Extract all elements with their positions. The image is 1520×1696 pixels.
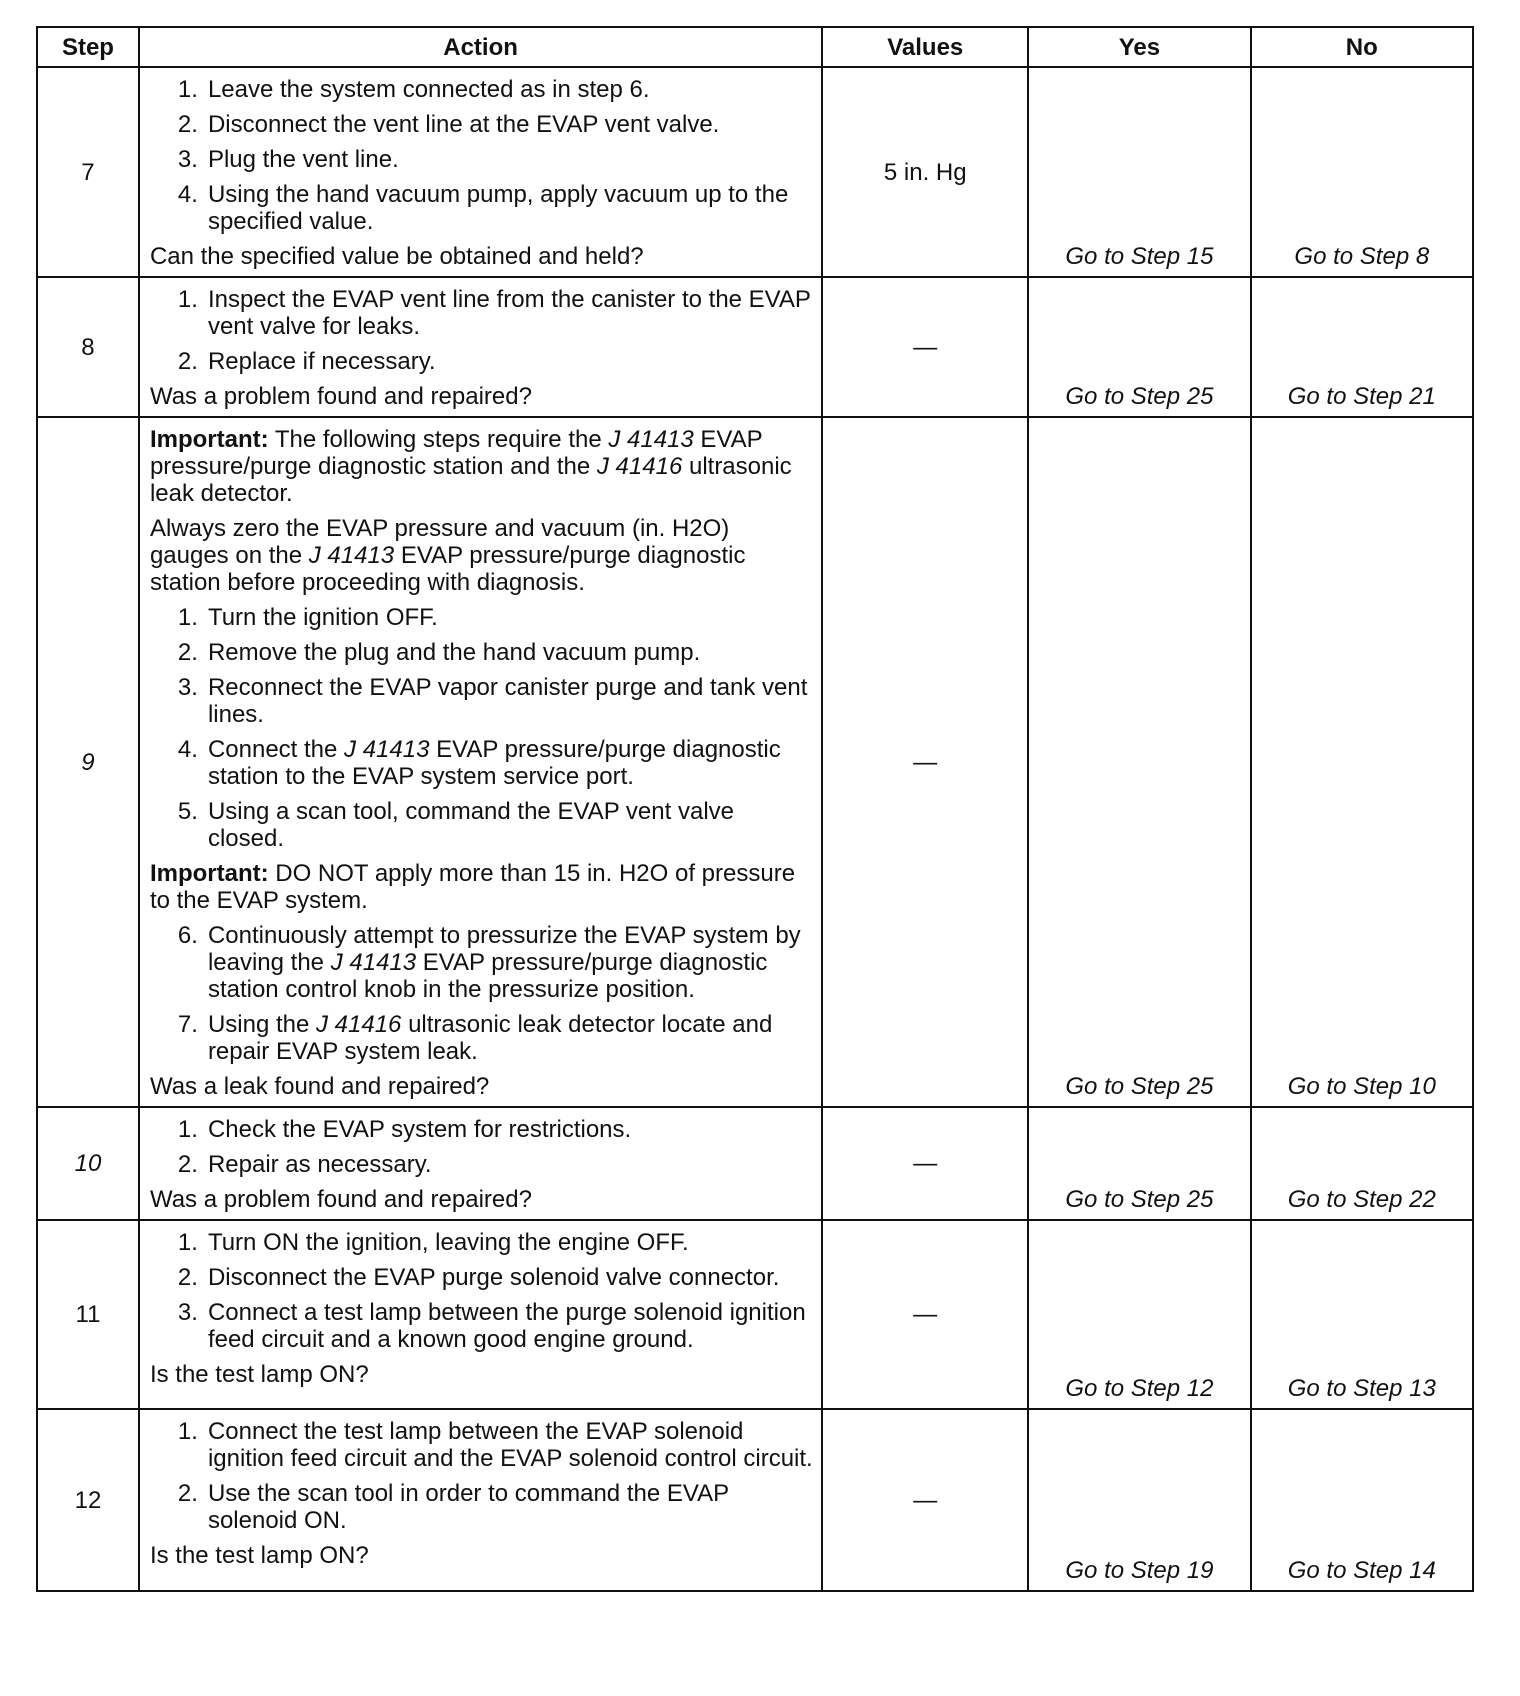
action-cell	[139, 67, 822, 277]
no-link[interactable]: Go to Step 21	[1251, 277, 1473, 417]
action-cell	[139, 1107, 822, 1220]
table-row	[37, 1220, 1473, 1409]
list-item: 2. Replace if necessary.	[177, 348, 436, 375]
action-list	[150, 1418, 813, 1534]
question-text: Was a problem found and repaired?	[149, 1186, 532, 1213]
diagnostic-page	[36, 26, 1474, 1592]
list-item: 1. Connect the test lamp between the EVAP solenoid ignition feed circuit and the EVAP solenoid control circuit.	[177, 1418, 813, 1472]
list-item: 2. Disconnect the EVAP purge solenoid valve connector.	[177, 1264, 780, 1291]
list-item: 1. Turn ON the ignition, leaving the engine OFF.	[177, 1229, 689, 1256]
list-item: 4. Using the hand vacuum pump, apply vacuum up to the specified value.	[177, 181, 789, 235]
tool-reference: J 41416	[596, 453, 683, 480]
action-list	[150, 604, 813, 852]
list-item: 2. Disconnect the vent line at the EVAP vent valve.	[177, 111, 720, 138]
tool-reference: J 41413	[608, 426, 694, 453]
header-yes: Yes	[1028, 27, 1250, 67]
step-number: 8	[37, 277, 139, 417]
value-cell: —	[822, 1220, 1028, 1409]
no-link[interactable]: Go to Step 10	[1251, 417, 1473, 1107]
diagnostic-table	[36, 26, 1474, 1592]
action-cell	[139, 277, 822, 417]
no-link[interactable]: Go to Step 22	[1251, 1107, 1473, 1220]
list-item: 1. Leave the system connected as in step 6.	[177, 76, 650, 103]
table-row	[37, 417, 1473, 1107]
list-item: 3. Reconnect the EVAP vapor canister purge and tank vent lines.	[177, 674, 808, 728]
yes-link[interactable]: Go to Step 25	[1028, 417, 1250, 1107]
tool-reference: J 41413	[344, 736, 430, 763]
step-number: 9	[37, 417, 139, 1107]
header-row	[37, 27, 1473, 67]
value-cell: —	[822, 277, 1028, 417]
list-item: 3. Connect a test lamp between the purge solenoid ignition feed circuit and a known good engine ground.	[177, 1299, 806, 1353]
action-list	[150, 1116, 813, 1178]
list-item: 2. Remove the plug and the hand vacuum pump.	[177, 639, 701, 666]
no-link[interactable]: Go to Step 8	[1251, 67, 1473, 277]
list-item: 2. Repair as necessary.	[177, 1151, 432, 1178]
yes-link[interactable]: Go to Step 25	[1028, 277, 1250, 417]
important-label: Important:	[149, 860, 269, 887]
table-row	[37, 1107, 1473, 1220]
header-action: Action	[139, 27, 822, 67]
action-list	[150, 922, 813, 1065]
value-cell: 5 in. Hg	[822, 67, 1028, 277]
header-step: Step	[37, 27, 139, 67]
important-note: Important: The following steps require the J 41413 EVAP pressure/purge diagnostic station and the J 41416 ultrasonic leak detector.	[149, 426, 792, 507]
important-note: Important: DO NOT apply more than 15 in. H2O of pressure to the EVAP system.	[149, 860, 796, 914]
step-number: 12	[37, 1409, 139, 1591]
table-row	[37, 1409, 1473, 1591]
question-text: Was a problem found and repaired?	[149, 383, 532, 410]
list-item: 2. Use the scan tool in order to command the EVAP solenoid ON.	[177, 1480, 729, 1534]
action-cell	[139, 417, 822, 1107]
list-item: 4. Connect the J 41413 EVAP pressure/purge diagnostic station to the EVAP system service port.	[177, 736, 781, 790]
step-number: 11	[37, 1220, 139, 1409]
tool-reference: J 41413	[308, 542, 395, 569]
important-label: Important:	[149, 426, 269, 453]
yes-link[interactable]: Go to Step 19	[1028, 1409, 1250, 1591]
action-cell	[139, 1409, 822, 1591]
table-row	[37, 277, 1473, 417]
header-values: Values	[822, 27, 1028, 67]
list-item: 6. Continuously attempt to pressurize the EVAP system by leaving the J 41413 EVAP pressure/purge diagnostic station control knob in the pressurize position.	[177, 922, 801, 1003]
list-item: 7. Using the J 41416 ultrasonic leak detector locate and repair EVAP system leak.	[177, 1011, 773, 1065]
list-item: 1. Inspect the EVAP vent line from the canister to the EVAP vent valve for leaks.	[177, 286, 811, 340]
table-row	[37, 67, 1473, 277]
step-number: 10	[37, 1107, 139, 1220]
question-text: Is the test lamp ON?	[149, 1542, 369, 1569]
yes-link[interactable]: Go to Step 12	[1028, 1220, 1250, 1409]
tool-reference: J 41413	[330, 949, 417, 976]
value-cell: —	[822, 1107, 1028, 1220]
action-cell	[139, 1220, 822, 1409]
value-cell: —	[822, 1409, 1028, 1591]
step-number: 7	[37, 67, 139, 277]
list-item: 5. Using a scan tool, command the EVAP vent valve closed.	[177, 798, 734, 852]
header-no: No	[1251, 27, 1473, 67]
no-link[interactable]: Go to Step 14	[1251, 1409, 1473, 1591]
action-list	[150, 76, 813, 235]
zero-gauges-note: Always zero the EVAP pressure and vacuum (in. H2O) gauges on the J 41413 EVAP pressure/purge diagnostic station before proceeding with diagnosis.	[149, 515, 746, 596]
yes-link[interactable]: Go to Step 25	[1028, 1107, 1250, 1220]
question-text: Can the specified value be obtained and held?	[149, 243, 644, 270]
list-item: 3. Plug the vent line.	[177, 146, 399, 173]
list-item: 1. Turn the ignition OFF.	[177, 604, 438, 631]
yes-link[interactable]: Go to Step 15	[1028, 67, 1250, 277]
question-text: Was a leak found and repaired?	[149, 1073, 490, 1100]
question-text: Is the test lamp ON?	[149, 1361, 369, 1388]
list-item: 1. Check the EVAP system for restrictions.	[177, 1116, 632, 1143]
action-list	[150, 286, 813, 375]
action-list	[150, 1229, 813, 1353]
value-cell: —	[822, 417, 1028, 1107]
no-link[interactable]: Go to Step 13	[1251, 1220, 1473, 1409]
tool-reference: J 41416	[316, 1011, 402, 1038]
